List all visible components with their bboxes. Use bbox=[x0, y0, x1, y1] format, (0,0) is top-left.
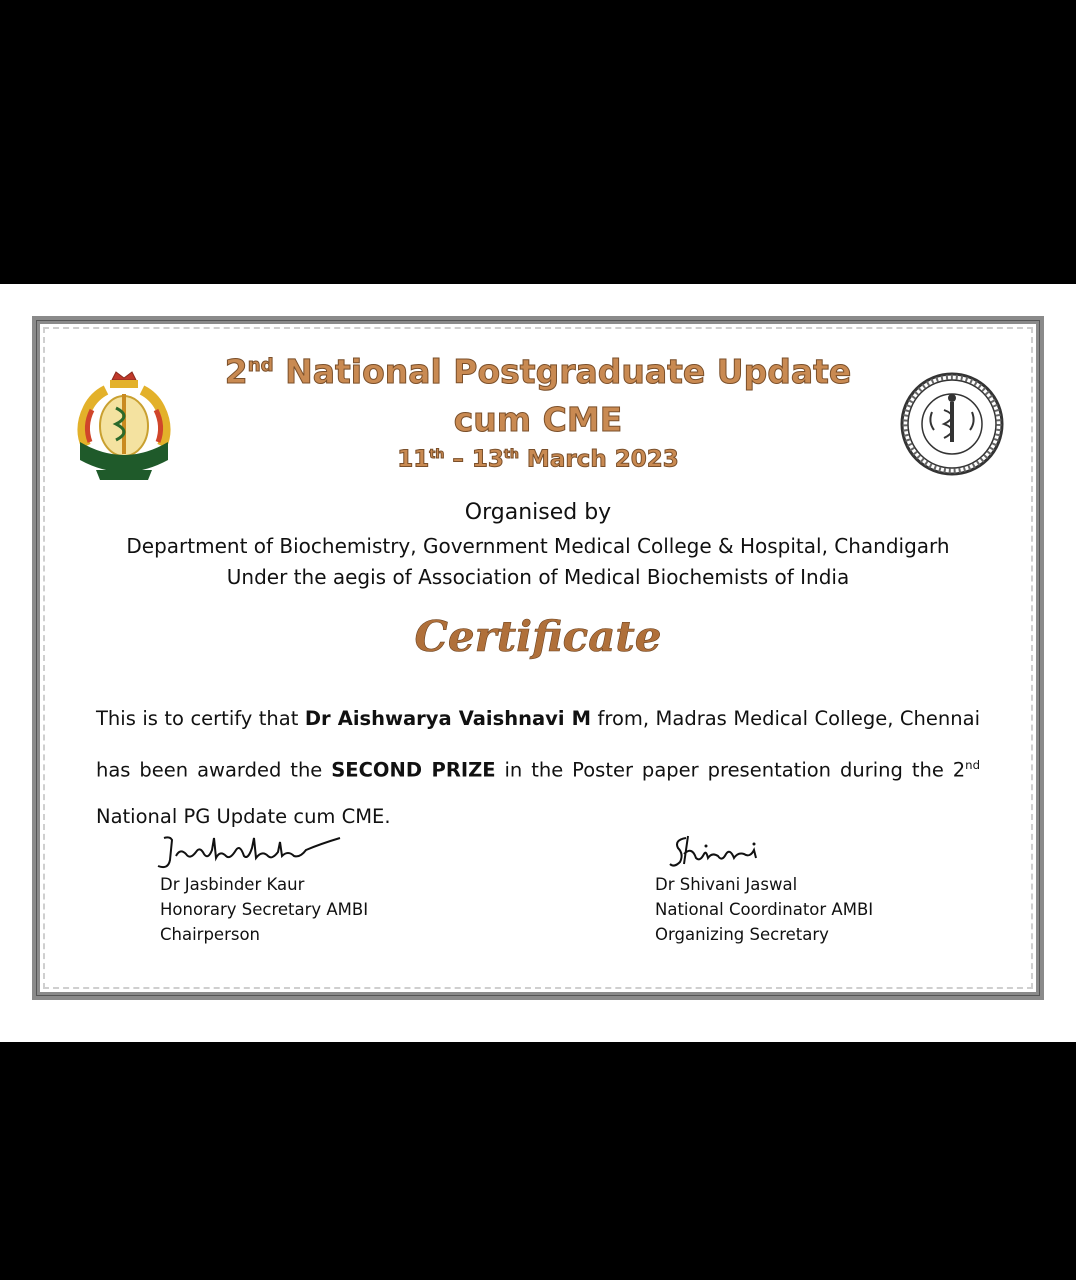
certificate-body: This is to certify that Dr Aishwarya Vaishnavi M from, Madras Medical College, Chennai has been awarded the SECOND PRIZE in the Poster paper presentation during the 2nd National PG Update cum CME. bbox=[96, 707, 980, 828]
signature-shivani-jaswal bbox=[668, 832, 768, 872]
certificate-heading: Certificate bbox=[414, 612, 662, 661]
signatory-name: Dr Jasbinder Kaur bbox=[160, 875, 305, 894]
signatory-title: Honorary Secretary AMBI bbox=[160, 900, 369, 919]
event-dates: 11th – 13th March 2023 bbox=[397, 446, 679, 473]
signatory-title: National Coordinator AMBI bbox=[655, 900, 874, 919]
aegis-line: Under the aegis of Association of Medical Biochemists of India bbox=[226, 565, 850, 589]
event-title-line1: 2nd National Postgraduate Update bbox=[224, 352, 852, 391]
certificate-sheet bbox=[0, 284, 1076, 1042]
event-title-line2: cum CME bbox=[453, 400, 623, 439]
recipient-name: Dr Aishwarya Vaishnavi M bbox=[304, 707, 592, 730]
signature-jasbinder-kaur bbox=[150, 830, 350, 874]
signatory-right bbox=[655, 872, 873, 947]
organised-by: Organised by bbox=[464, 500, 612, 525]
signatory-role: Chairperson bbox=[160, 925, 261, 944]
signatory-name: Dr Shivani Jaswal bbox=[655, 875, 798, 894]
prize-name: SECOND PRIZE bbox=[331, 758, 496, 782]
signatory-left bbox=[160, 872, 368, 947]
organiser-department: Department of Biochemistry, Government Medical College & Hospital, Chandigarh bbox=[126, 534, 950, 558]
signatory-role: Organizing Secretary bbox=[655, 925, 829, 944]
